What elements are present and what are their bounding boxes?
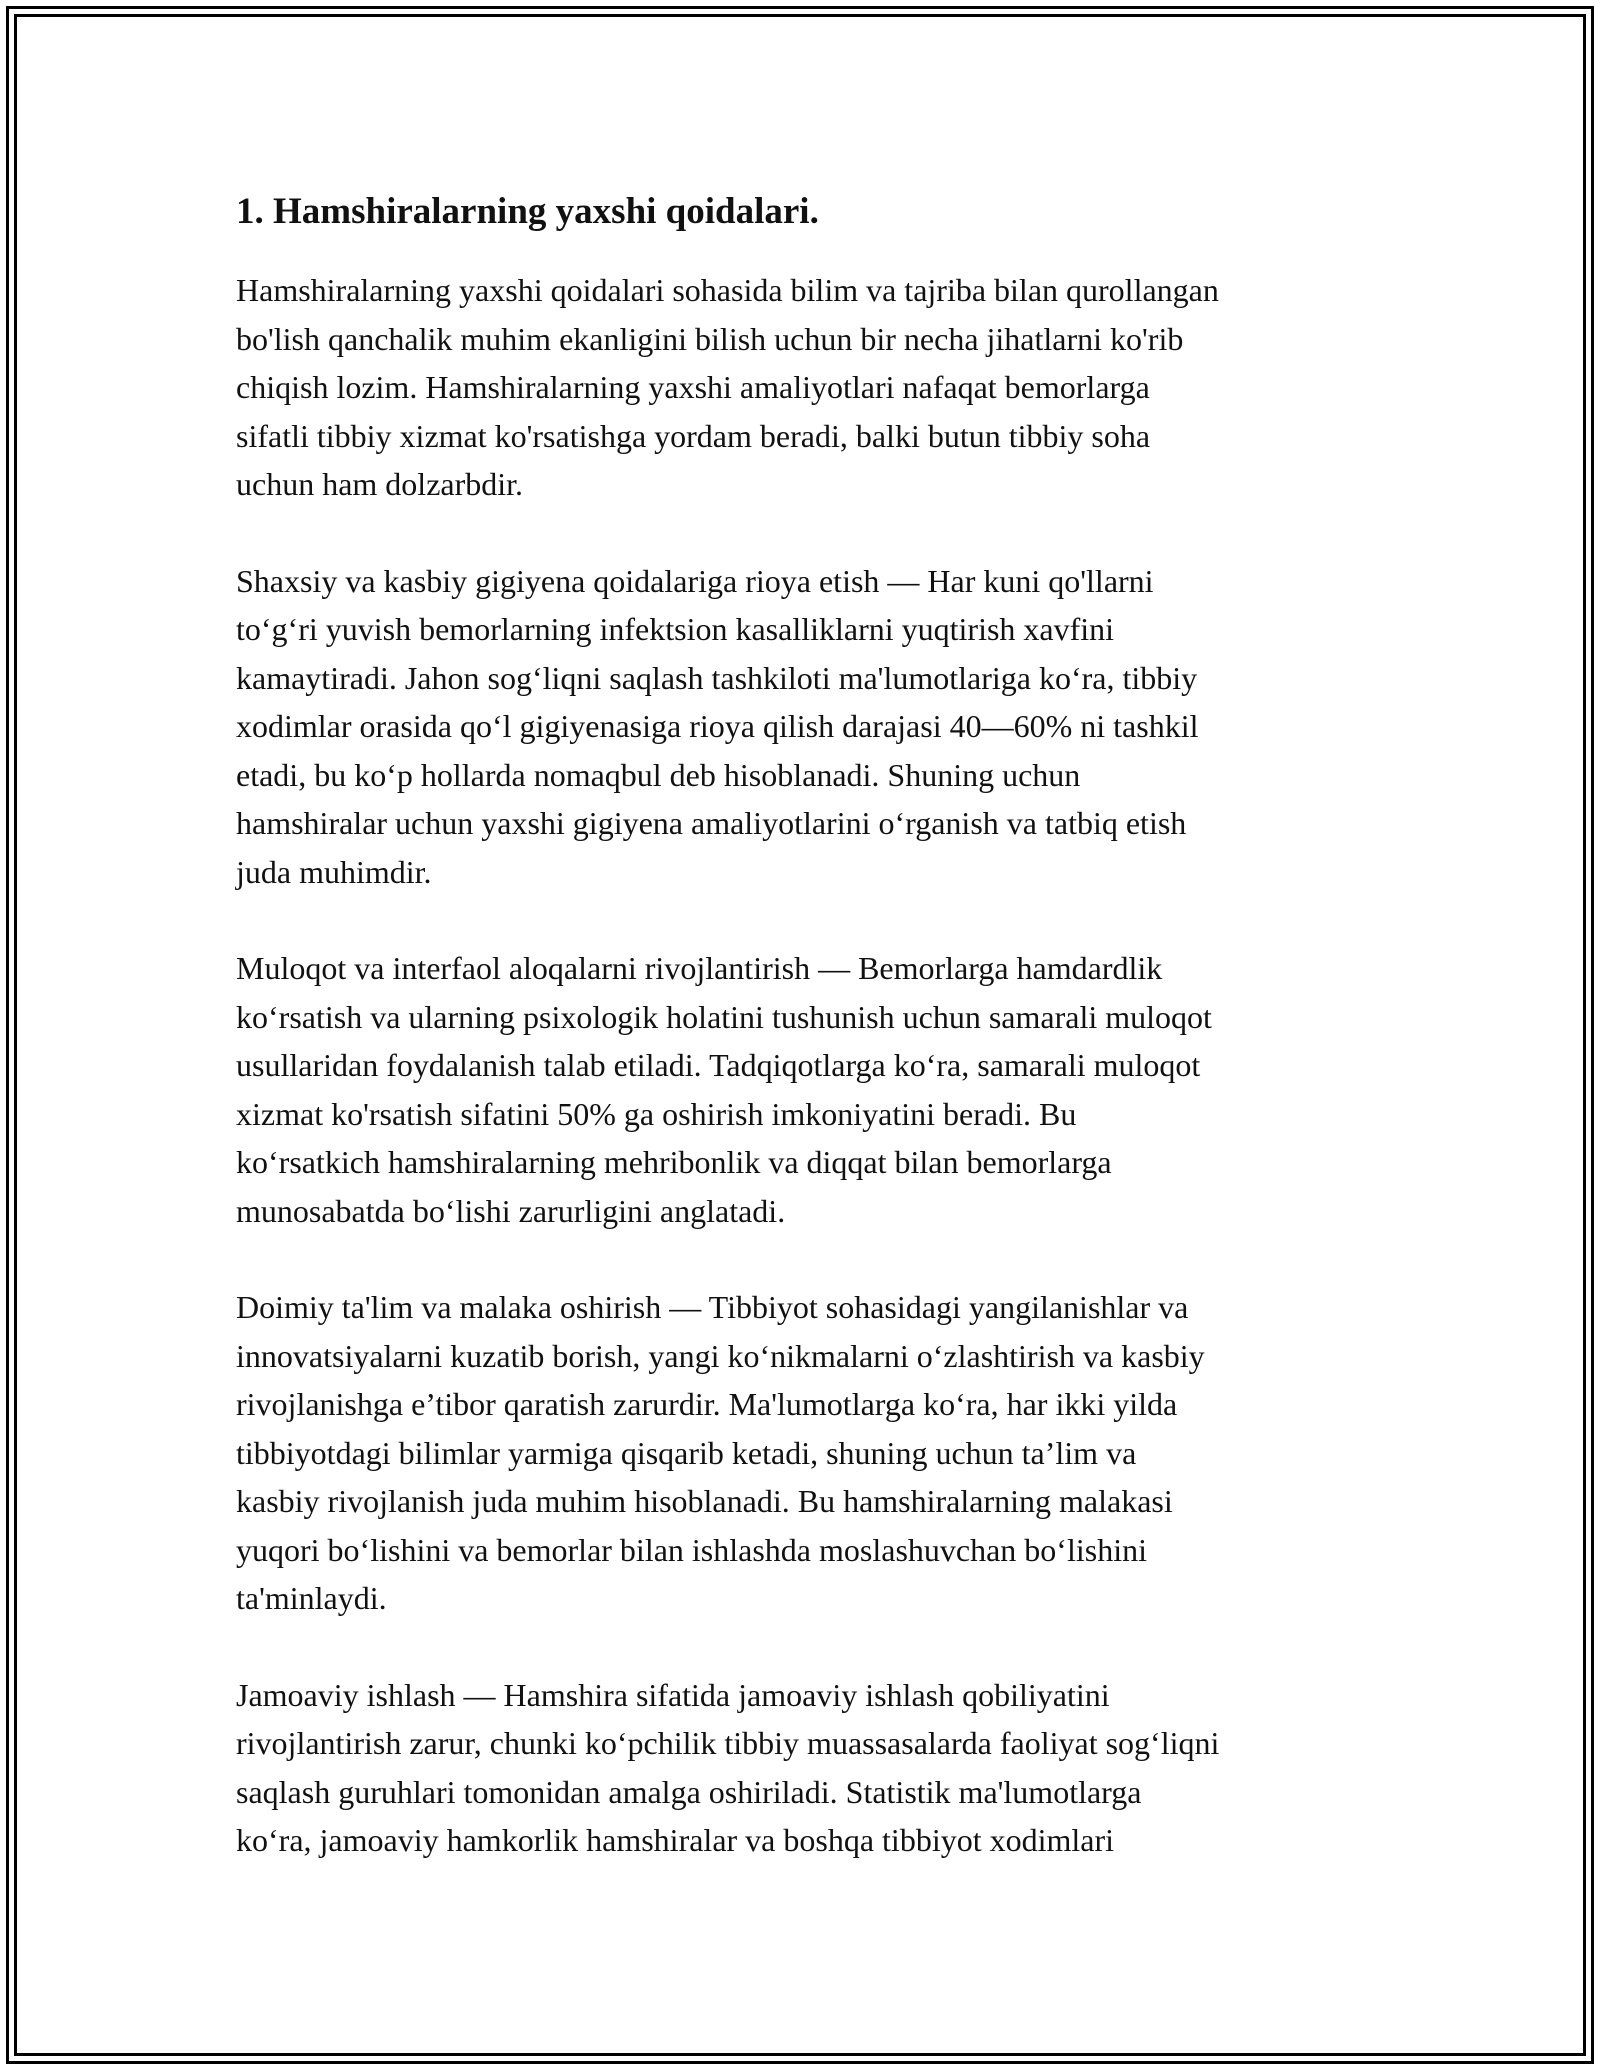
paragraph-teamwork: Jamoaviy ishlash — Hamshira sifatida jamoaviy ishlash qobiliyatini rivojlantirish zarur, chunki ko‘pchilik tibbiy muassasalarda faoliyat sog‘liqni saqlash guruhlari tomonidan amalga oshiriladi. Statistik ma'lumotlarga ko‘ra, jamoaviy hamkorlik hamshiralar va boshqa tibbiyot xodimlari: [236, 1676, 1220, 1858]
paragraph-hygiene: Shaxsiy va kasbiy gigiyena qoidalariga rioya etish — Har kuni qo'llarni to‘g‘ri yuvish bemorlarning infektsion kasalliklarni yuqtirish xavfini kamaytiradi. Jahon sog‘liqni saqlash tashkiloti ma'lumotlariga ko‘ra, tibbiy xodimlar orasida qo‘l gigiyenasiga rioya qilish darajasi 40—60% ni tashkil etadi, bu ko‘p hollarda nomaqbul deb hisoblanadi. Shuning uchun hamshiralar uchun yaxshi gigiyena amaliyotlarini o‘rganish va tatbiq etish juda muhimdir.: [236, 562, 1199, 890]
paragraph-education: Doimiy ta'lim va malaka oshirish — Tibbiyot sohasidagi yangilanishlar va innovatsiyalarni kuzatib borish, yangi ko‘nikmalarni o‘zlashtirish va kasbiy rivojlanishga e’tibor qaratish zarurdir. Ma'lumotlarga ko‘ra, har ikki yilda tibbiyotdagi bilimlar yarmiga qisqarib ketadi, shuning uchun ta’lim va kasbiy rivojlanish juda muhim hisoblanadi. Bu hamshiralarning malakasi yuqori bo‘lishini va bemorlar bilan ishlashda moslashuvchan bo‘lishini ta'minlaydi.: [236, 1289, 1205, 1616]
document-body: [236, 188, 1386, 1913]
section-heading: 1. Hamshiralarning yaxshi qoidalari.: [236, 191, 819, 232]
paragraph-intro: Hamshiralarning yaxshi qoidalari sohasida bilim va tajriba bilan qurollangan bo'lish qanchalik muhim ekanligini bilish uchun bir necha jihatlarni ko'rib chiqish lozim. Hamshiralarning yaxshi amaliyotlari nafaqat bemorlarga sifatli tibbiy xizmat ko'rsatishga yordam beradi, balki butun tibbiy soha uchun ham dolzarbdir.: [236, 272, 1219, 502]
paragraph-communication: Muloqot va interfaol aloqalarni rivojlantirish — Bemorlarga hamdardlik ko‘rsatish va ularning psixologik holatini tushunish uchun samarali muloqot usullaridan foydalanish talab etiladi. Tadqiqotlarga ko‘ra, samarali muloqot xizmat ko'rsatish sifatini 50% ga oshirish imkoniyatini beradi. Bu ko‘rsatkich hamshiralarning mehribonlik va diqqat bilan bemorlarga munosabatda bo‘lishi zarurligini anglatadi.: [236, 950, 1212, 1229]
